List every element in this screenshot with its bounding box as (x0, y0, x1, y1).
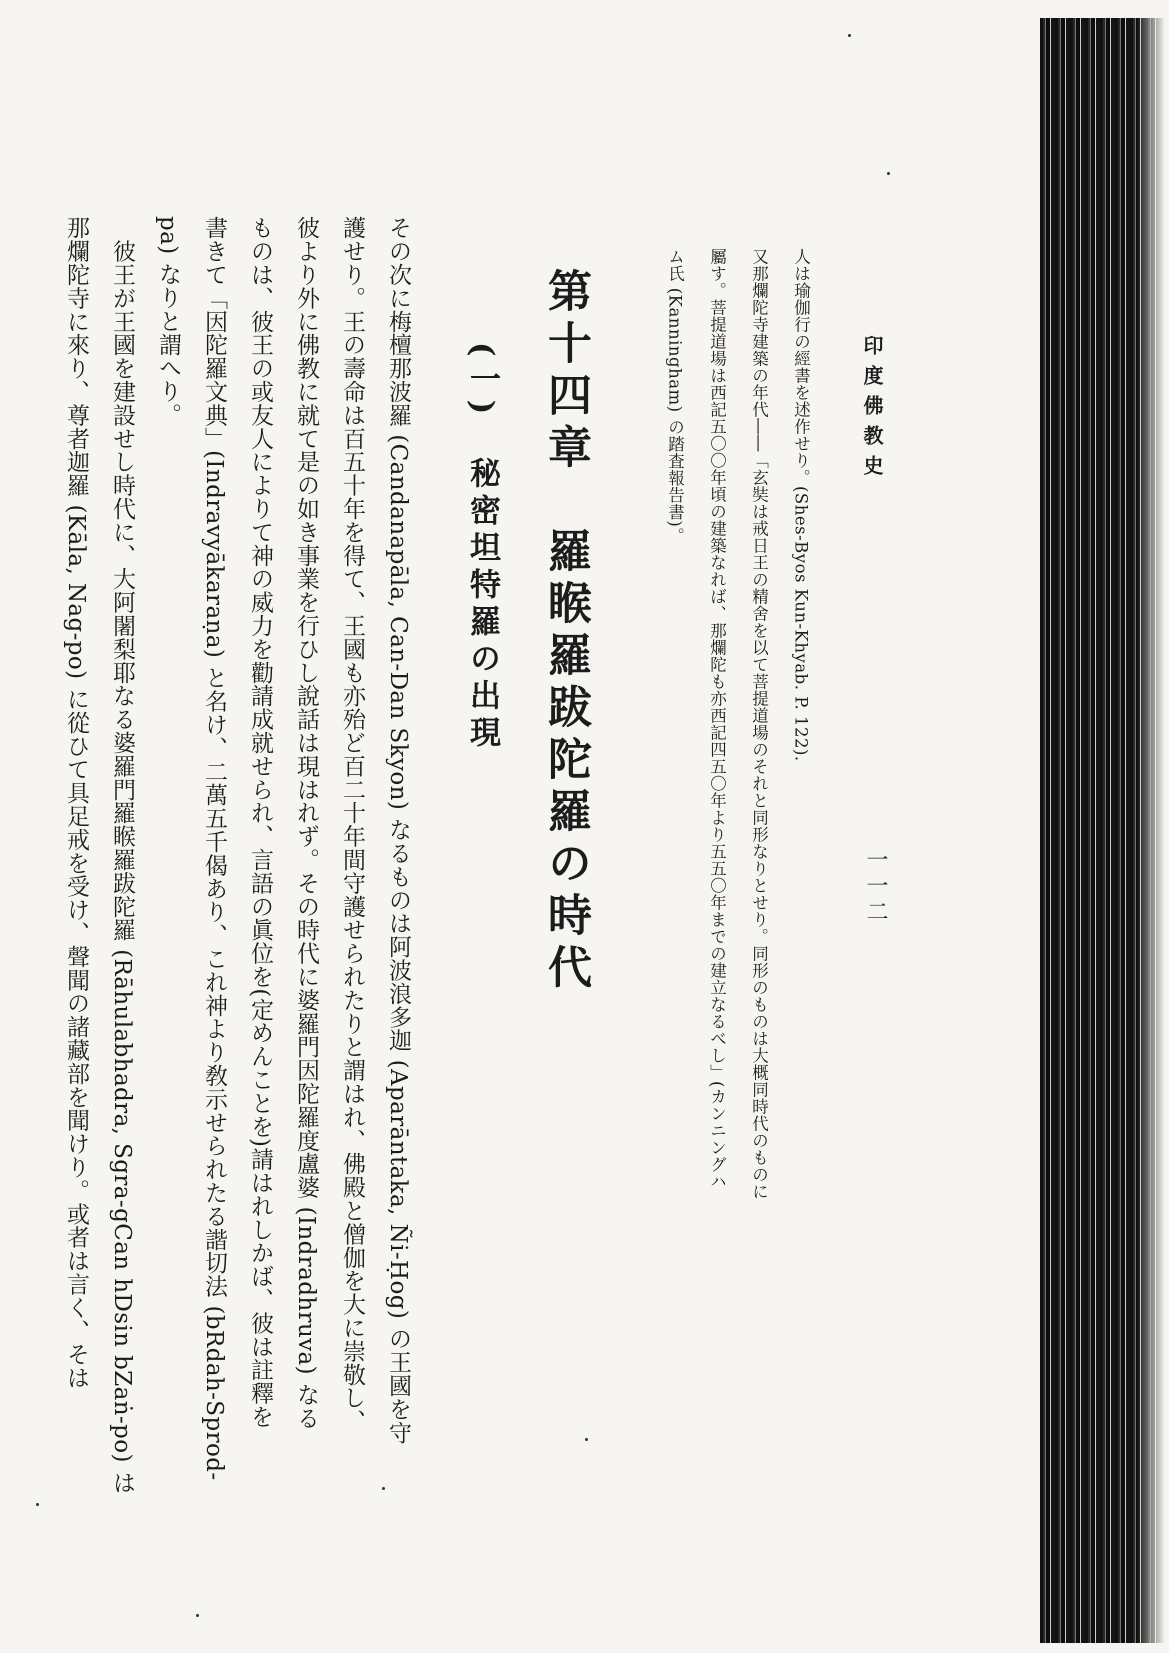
scan-speck (585, 1438, 588, 1441)
scan-speck (196, 1614, 199, 1617)
body-line: 彼王が王國を建設せし時代に、大阿闍梨耶なる婆羅門羅睺羅跋陀羅 (Rāhulabhadra, Sgra-gCan hDsin bZaṅ-po) は (109, 216, 135, 1495)
footnote-line: 又那爛陀寺建築の年代――「玄奘は戒日王の精舍を以て菩提道場のそれと同形なりとせり。同形のものは大概同時代のものに (749, 248, 769, 1200)
body-line: 彼より外に佛教に就て是の如き事業を行ひし說話は現はれず。その時代に婆羅門因陀羅度盧婆 (Indradhruva) なる (293, 216, 319, 1430)
body-line: 那爛陀寺に來り、尊者迦羅 (Kāla, Nag-po) に從ひて具足戒を受け、聲聞の諸藏部を聞けり。或者は言く、そは (63, 216, 89, 1390)
scan-speck (382, 1487, 385, 1490)
body-line: ものは、彼王の或友人によりて神の威力を勸請成就せられ、言語の眞位を(定めんことを)請はれしかば、彼は註釋を (247, 216, 273, 1429)
body-line: pa) なりと謂へり。 (155, 216, 181, 427)
body-line: その次に梅檀那波羅 (Candanapāla, Can-Dan Skyon) なるものは阿波浪多迦 (Aparāntaka, Ñi-Ḥog) の王國を守 (385, 216, 411, 1444)
page-number: 一一二 (863, 848, 888, 926)
footnote-line: 人は瑜伽行の經書を述作せり。(Shes-Byos Kun-Khyab. P. 122). (791, 248, 811, 762)
chapter-title: 第十四章 羅睺羅跋陀羅の時代 (540, 268, 591, 996)
section-title: (一) 秘密坦特羅の出現 (464, 342, 500, 754)
book-edge-gutter (1040, 18, 1165, 1643)
footnote-line: ム氏 (Kanningham) の踏査報告書)。 (665, 248, 685, 545)
footnote-line: 屬す。菩提道場は西記五〇〇年頃の建築なれば、那爛陀も亦西記四五〇年より五五〇年までの建立なるべし」(カンニングハ (707, 248, 727, 1190)
scan-speck (848, 34, 851, 37)
running-title: 印度佛教史 (860, 335, 884, 485)
body-line: 書きて「因陀羅文典」(Indravyākaraṇa) と名け、二萬五千偈あり、これ神より敎示せられたる諧切法 (bRdah-Sprod- (201, 216, 227, 1481)
scan-speck (36, 1503, 39, 1506)
scan-speck (887, 172, 890, 175)
body-line: 護せり。王の壽命は百五十年を得て、王國も亦殆ど百二十年間守護せられたりと謂はれ、佛殿と僧伽を大に崇敬し、 (339, 216, 365, 1433)
